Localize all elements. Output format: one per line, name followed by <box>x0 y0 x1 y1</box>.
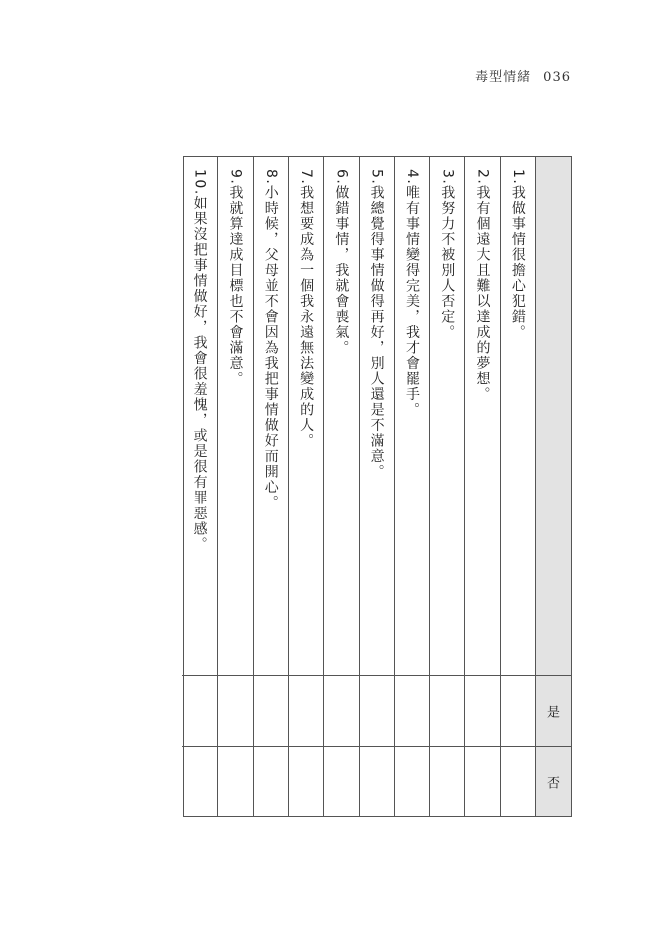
item-text: 如果沒把事情做好，我會很羞愧，或是很有罪惡感。 <box>191 195 208 553</box>
yes-checkbox[interactable] <box>501 676 535 747</box>
yes-checkbox[interactable] <box>289 676 323 747</box>
item-text: 我努力不被別人否定。 <box>439 185 456 341</box>
yes-checkbox[interactable] <box>324 676 358 747</box>
table-row <box>323 157 358 816</box>
running-header <box>475 66 571 85</box>
item-text: 我總覺得事情做得再好，別人還是不滿意。 <box>368 185 385 480</box>
table-row <box>394 157 429 816</box>
table-row <box>429 157 464 816</box>
item-text: 我做事情很擔心犯錯。 <box>509 185 526 341</box>
item-number: 9. <box>227 169 244 186</box>
no-checkbox[interactable] <box>254 747 288 816</box>
item-text: 小時候，父母並不會因為我把事情做好而開心。 <box>262 185 279 511</box>
yes-checkbox[interactable] <box>465 676 499 747</box>
item-text: 我有個遠大且難以達成的夢想。 <box>474 185 491 403</box>
item-text: 我想要成為一個我永遠無法變成的人。 <box>298 185 315 449</box>
no-header: 否 <box>546 776 561 791</box>
yes-checkbox[interactable] <box>218 676 252 747</box>
table-row <box>288 157 323 816</box>
item-number: 3. <box>439 169 456 186</box>
no-checkbox[interactable] <box>430 747 464 816</box>
yes-checkbox[interactable] <box>430 676 464 747</box>
no-checkbox[interactable] <box>289 747 323 816</box>
item-text: 做錯事情，我就會喪氣。 <box>333 185 350 356</box>
yes-checkbox[interactable] <box>360 676 394 747</box>
item-text: 我就算達成目標也不會滿意。 <box>227 185 244 387</box>
yes-checkbox[interactable] <box>254 676 288 747</box>
item-number: 1. <box>509 169 526 186</box>
item-number: 2. <box>474 169 491 186</box>
table-row <box>464 157 499 816</box>
checklist-table <box>183 156 572 817</box>
no-checkbox[interactable] <box>395 747 429 816</box>
table-row <box>182 157 217 816</box>
item-text: 唯有事情變得完美，我才會罷手。 <box>403 185 420 418</box>
table-row <box>217 157 252 816</box>
yes-checkbox[interactable] <box>395 676 429 747</box>
item-number: 6. <box>333 169 350 186</box>
item-number: 8. <box>262 169 279 186</box>
no-checkbox[interactable] <box>501 747 535 816</box>
item-number: 4. <box>403 169 420 186</box>
item-number: 5. <box>368 169 385 186</box>
header-column <box>535 157 571 816</box>
no-checkbox[interactable] <box>360 747 394 816</box>
page-number: 036 <box>543 70 571 85</box>
table-row <box>253 157 288 816</box>
item-number: 7. <box>298 169 315 186</box>
no-checkbox[interactable] <box>218 747 252 816</box>
no-checkbox[interactable] <box>182 747 217 816</box>
yes-checkbox[interactable] <box>182 676 217 747</box>
no-checkbox[interactable] <box>324 747 358 816</box>
table-row <box>500 157 535 816</box>
book-title: 毒型情緒 <box>475 70 532 85</box>
no-checkbox[interactable] <box>465 747 499 816</box>
item-number: 10. <box>191 169 208 196</box>
yes-header: 是 <box>546 705 561 721</box>
table-row <box>359 157 394 816</box>
